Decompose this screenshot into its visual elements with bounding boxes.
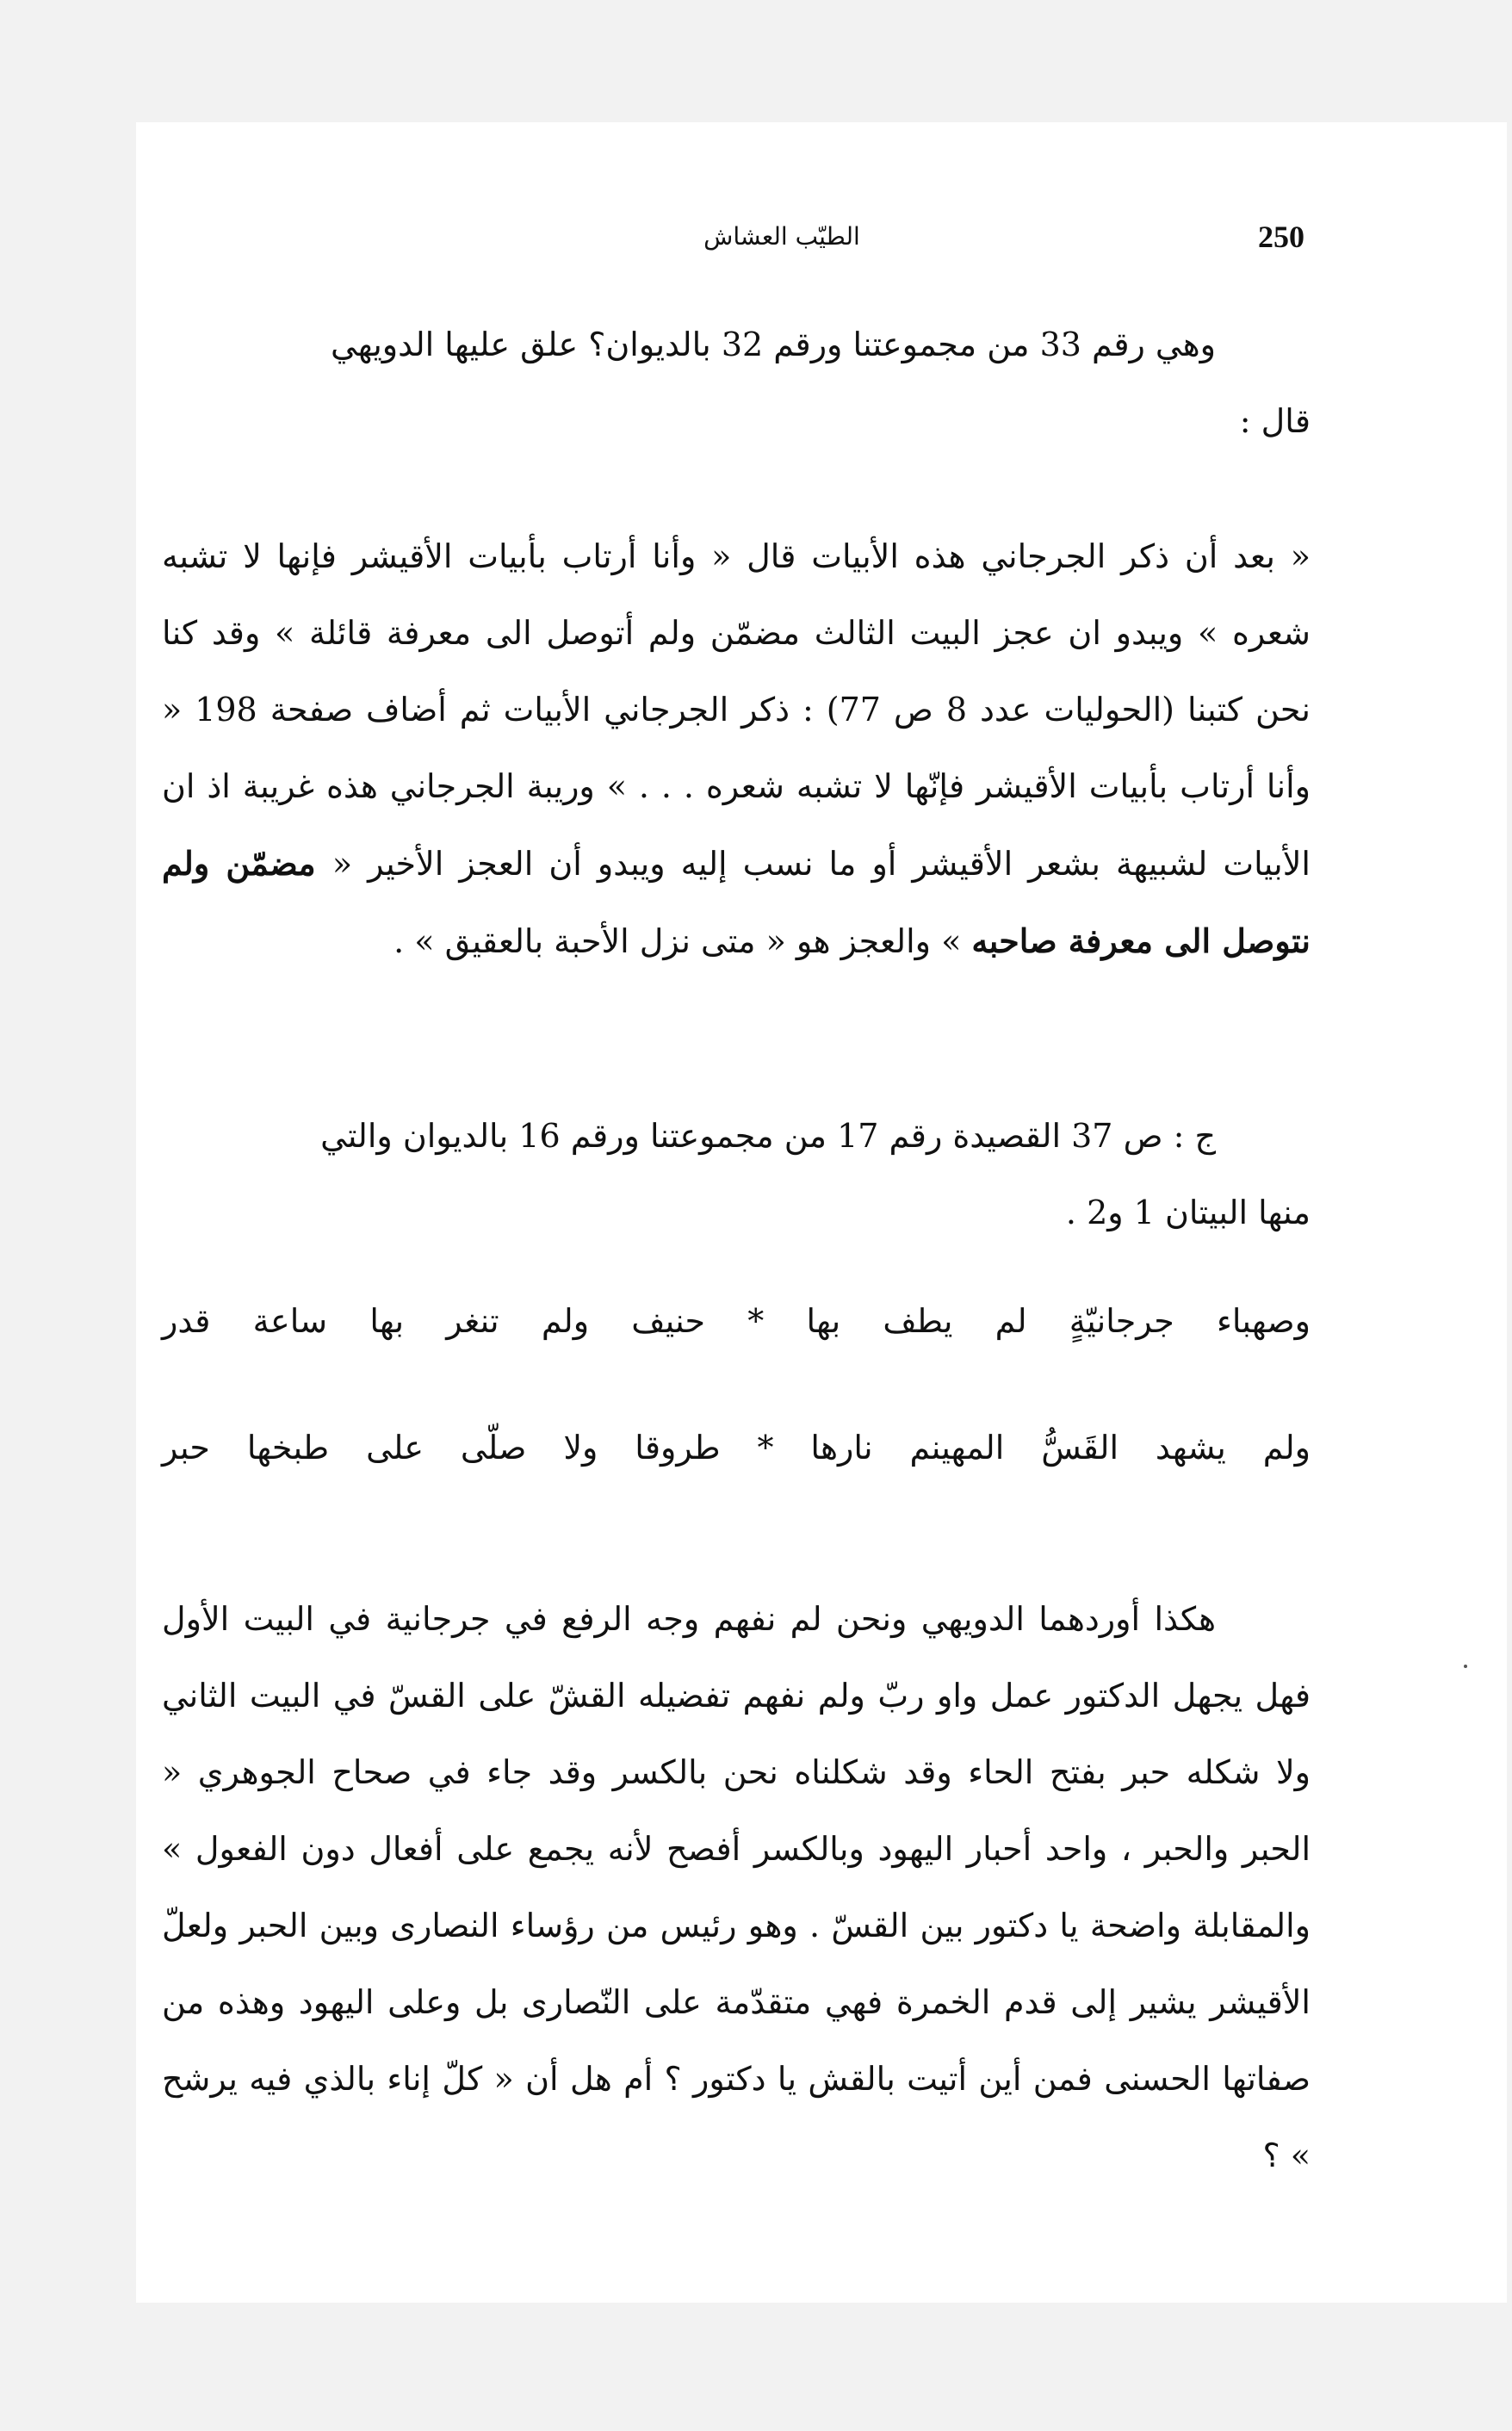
reference-paragraph: [162, 1098, 1311, 1251]
running-title: الطيّب العشاش: [703, 222, 860, 251]
page-header: [136, 219, 1507, 270]
quote-paragraph: [162, 518, 1311, 980]
reference-line-1: ج : ص 37 القصيدة رقم 17 من مجموعتنا ورقم 16 بالديوان والتي: [320, 1117, 1216, 1155]
page-number: 250: [1258, 220, 1304, 254]
final-paragraph-text: هكذا أوردهما الدويهي ونحن لم نفهم وجه الرفع في جرجانية في البيت الأول فهل يجهل الدكتور عمل واو ربّ ولم نفهم تفضيله القشّ على القسّ في البيت الثاني ولا شكله حبر بفتح الحاء وقد شكلناه نحن بالكسر وقد جاء في صحاح الجوهري « الحبر والحبر ، واحد أحبار اليهود وبالكسر أفصح لأنه يجمع على أفعال دون الفعول » والمقابلة واضحة يا دكتور بين القسّ . وهو رئيس من رؤساء النصارى وبين الحبر ولعلّ الأقيشر يشير إلى قدم الخمرة فهي متقدّمة على النّصارى بل وعلى اليهود وهذه من صفاتها الحسنى فمن أين أتيت بالقش يا دكتور ؟ أم هل أن « كلّ إناء بالذي فيه يرشح » ؟: [162, 1600, 1311, 2174]
quote-bold-text: مضمّن ولم نتوصل الى معرفة صاحبه: [162, 844, 1311, 960]
document-page: [136, 122, 1507, 2303]
quote-text-part-2: » والعجز هو « متى نزل الأحبة بالعقيق » .: [393, 922, 972, 960]
paragraph-1-line-1: وهي رقم 33 من مجموعتنا ورقم 32 بالديوان؟ علق عليها الدويهي: [331, 326, 1216, 363]
verse-2: ولم يشهد القَسُّ المهينم نارها * طروقا ولا صلّى على طبخها حبر: [162, 1429, 1311, 1467]
reference-line-2: منها البيتان 1 و2 .: [1065, 1194, 1311, 1231]
verse-1: وصهباء جرجانيّةٍ لم يطف بها * حنيف ولم تنغر بها ساعة قدر: [162, 1302, 1311, 1340]
paragraph-1-line-2: قال :: [1239, 402, 1311, 440]
scan-speck: [1464, 1665, 1467, 1668]
final-paragraph: [162, 1581, 1311, 2194]
quote-paragraph-text: [162, 518, 1311, 980]
paragraph-1: [162, 307, 1311, 460]
quote-text-part-1: « بعد أن ذكر الجرجاني هذه الأبيات قال « وأنا أرتاب بأبيات الأقيشر فإنها لا تشبه شعره » ويبدو ان عجز البيت الثالث مضمّن ولم أتوصل الى معرفة قائلة » وقد كنا نحن كتبنا (الحوليات عدد 8 ص 77) : ذكر الجرجاني الأبيات ثم أضاف صفحة 198 « وأنا أرتاب بأبيات الأقيشر فإنّها لا تشبه شعره . . . » وريبة الجرجاني هذه غريبة اذ ان الأبيات لشبيهة بشعر الأقيشر أو ما نسب إليه ويبدو أن العجز الأخير «: [162, 537, 1311, 883]
